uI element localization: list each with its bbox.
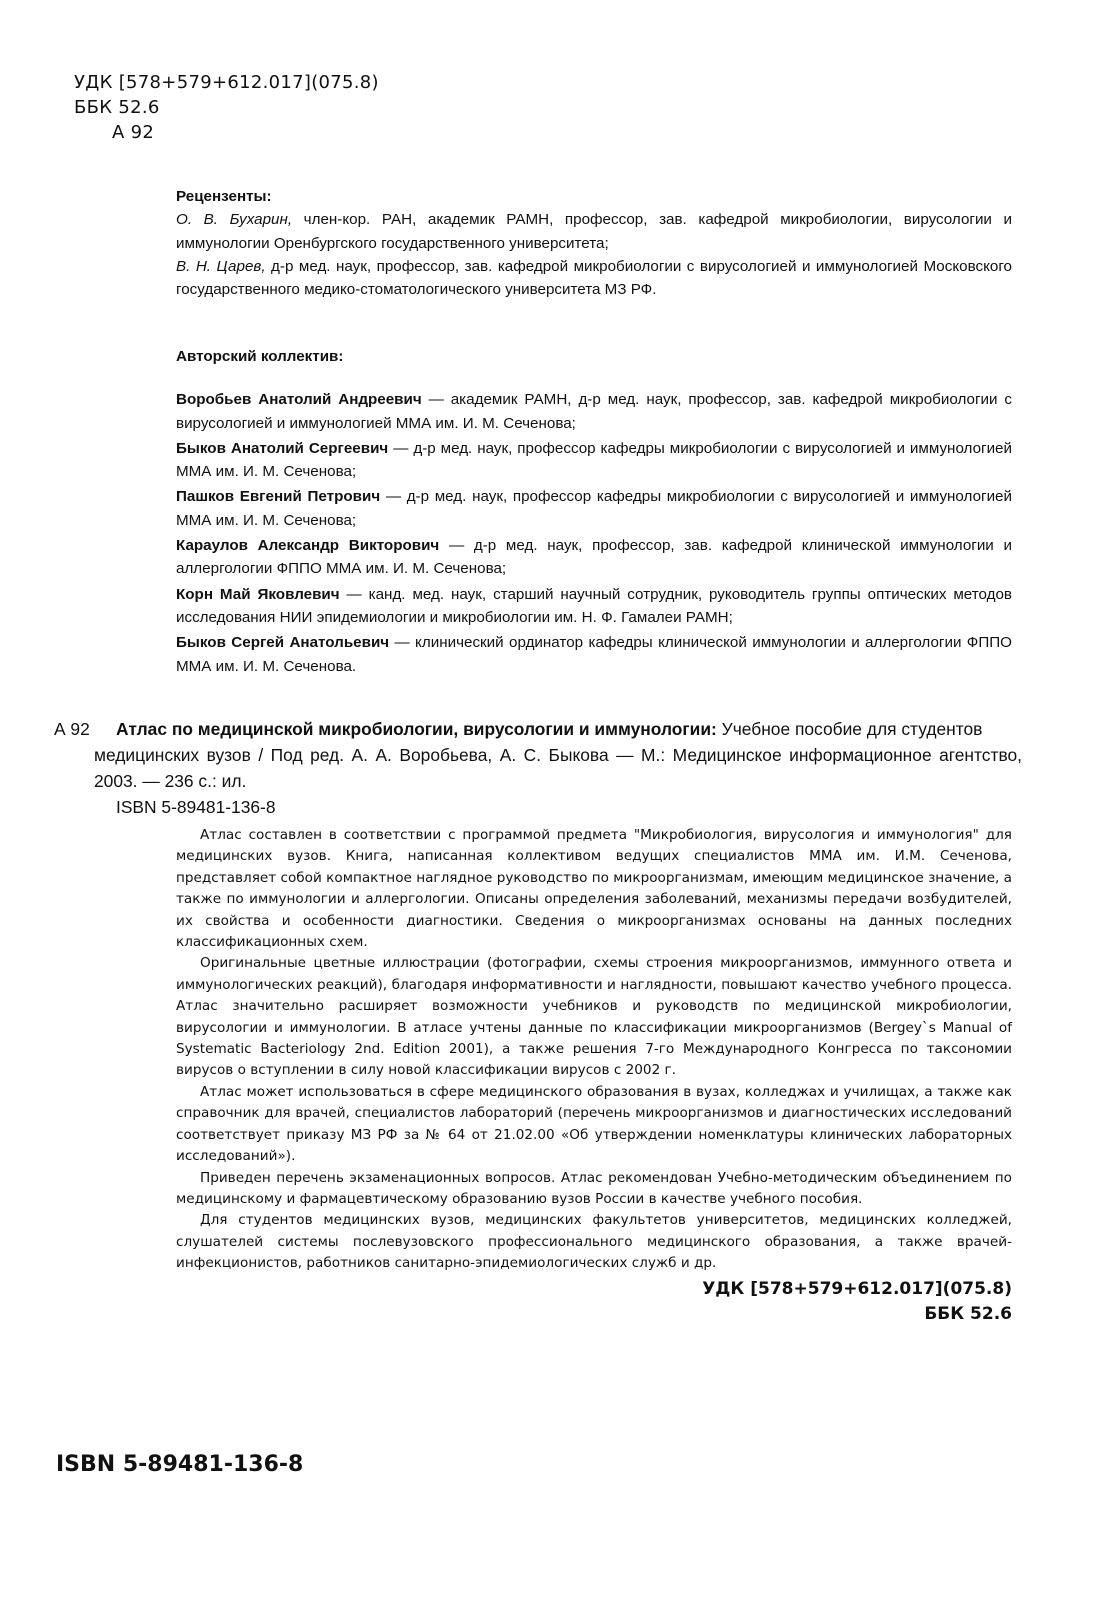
reviewer-item — [176, 208, 1012, 255]
footer-isbn: ISBN 5-89481-136-8 — [56, 1452, 304, 1477]
annotation-paragraph: Атлас составлен в соответствии с программой предмета "Микробиология, вирусология и иммунология" для медицинских вузов. Книга, написанная коллективом ведущих специалистов ММА им. И.М. Сеченова, представляет собой компактное наглядное руководство по микроорганизмам, имеющим медицинское значение, а также по иммунологии и аллергологии. Описаны определения заболеваний, механизмы передачи возбудителей, их свойства и особенности диагностики. Сведения о микроорганизмах основаны на данных последних классификационных схем. — [176, 827, 1012, 951]
annotation-paragraph: Оригинальные цветные иллюстрации (фотографии, схемы строения микроорганизмов, иммунного ответа и иммунологических реакций), благодаря информативности и наглядности, повышают качество учебного процесса. Атлас значительно расширяет возможности учебников и руководств по медицинской микробиологии, вирусологии и иммунологии. В атласе учтены данные по классификации микроорганизмов (Bergey`s Manual of Systematic Bacteriology 2nd. Edition 2001), а также решения 7-го Международного Конгресса по таксономии вирусов о вступлении в силу новой классификации вирусов с 2002 г. — [176, 955, 1012, 1079]
book-description-rest: медицинских вузов / Под ред. А. А. Воробьева, А. С. Быкова — М.: Медицинское информационное агентство, 2003. — 236 с.: ил. — [94, 745, 1022, 791]
author-mark: А 92 — [112, 122, 155, 143]
biblio-isbn: ISBN 5-89481-136-8 — [116, 797, 276, 817]
book-description-start: Учебное пособие для студентов — [716, 719, 983, 739]
author-details: — д-р мед. наук, профессор кафедры микробиологии с вирусологией и иммунологией ММА им. И. М. Сеченова; — [176, 488, 1012, 529]
author-name: Быков Сергей Анатольевич — [176, 634, 390, 652]
author-item — [176, 437, 1012, 484]
author-item — [176, 388, 1012, 435]
udk-code: УДК [578+579+612.017](075.8) — [74, 72, 379, 93]
bibliographic-record — [54, 716, 1022, 820]
author-details: — клинический ординатор кафедры клинической иммунологии и аллергологии ФППО ММА им. И. М. Сеченова. — [176, 634, 1012, 675]
annotation-paragraph: Приведен перечень экзаменационных вопросов. Атлас рекомендован Учебно-методическим объединением по медицинскому и фармацевтическому образованию вузов России в качестве учебного пособия. — [176, 1169, 1012, 1207]
author-name: Воробьев Анатолий Андреевич — [176, 391, 422, 409]
author-item — [176, 631, 1012, 678]
book-title: Атлас по медицинской микробиологии, вирусологии и иммунологии: — [116, 719, 717, 739]
reviewer-item — [176, 255, 1012, 302]
bbk-code: ББК 52.6 — [74, 97, 160, 118]
authors-heading: Авторский коллектив: — [176, 348, 344, 365]
reviewers-section — [176, 185, 1012, 301]
reviewer-name: В. Н. Царев, — [176, 257, 266, 275]
author-name: Караулов Александр Викторович — [176, 537, 440, 555]
annotation-section — [176, 825, 1012, 1327]
biblio-author-mark: А 92 — [54, 719, 90, 739]
annotation-bbk: ББК 52.6 — [924, 1303, 1012, 1324]
author-item — [176, 583, 1012, 630]
annotation-paragraph: Атлас может использоваться в сфере медицинского образования в вузах, колледжах и училищах, а также как справочник для врачей, специалистов лабораторий (перечень микроорганизмов и диагностических исследований соответствует приказу МЗ РФ за № 64 от 21.02.00 «Об утверждении номенклатуры клинических лабораторных исследований»). — [176, 1083, 1012, 1165]
author-name: Быков Анатолий Сергеевич — [176, 439, 389, 457]
author-item — [176, 485, 1012, 532]
author-details: — д-р мед. наук, профессор, зав. кафедрой клинической иммунологии и аллергологии ФППО ММА им. И. М. Сеченова; — [176, 537, 1012, 578]
reviewer-name: О. В. Бухарин, — [176, 211, 293, 229]
author-name: Корн Май Яковлевич — [176, 585, 340, 603]
author-item — [176, 534, 1012, 581]
annotation-paragraph: Для студентов медицинских вузов, медицинских факультетов университетов, медицинских колледжей, слушателей системы послевузовского профессионального медицинского образования, а также врачей-инфекционистов, работников санитарно-эпидемиологических служб и др. — [176, 1212, 1012, 1272]
authors-section — [176, 345, 1012, 680]
author-details: — д-р мед. наук, профессор кафедры микробиологии с вирусологией и иммунологией ММА им. И. М. Сеченова; — [176, 439, 1012, 481]
reviewer-details: д-р мед. наук, профессор, зав. кафедрой микробиологии с вирусологией и иммунологией Московского государственного медико-стоматологического университета МЗ РФ. — [176, 257, 1012, 299]
classification-header — [74, 70, 379, 145]
author-details: — канд. мед. наук, старший научный сотрудник, руководитель группы оптических методов исследования НИИ эпидемиологии и микробиологии им. Н. Ф. Гамалеи РАМН; — [176, 585, 1013, 626]
author-name: Пашков Евгений Петрович — [176, 488, 381, 506]
reviewer-details: член-кор. РАН, академик РАМН, профессор, зав. кафедрой микробиологии, вирусологии и иммунологии Оренбургского государственного университета; — [176, 211, 1012, 252]
annotation-udk: УДК [578+579+612.017](075.8) — [702, 1278, 1012, 1299]
reviewers-heading: Рецензенты: — [176, 188, 272, 205]
author-details: — академик РАМН, д-р мед. наук, профессор, зав. кафедрой микробиологии с вирусологией и иммунологией ММА им. И. М. Сеченова; — [176, 391, 1012, 432]
